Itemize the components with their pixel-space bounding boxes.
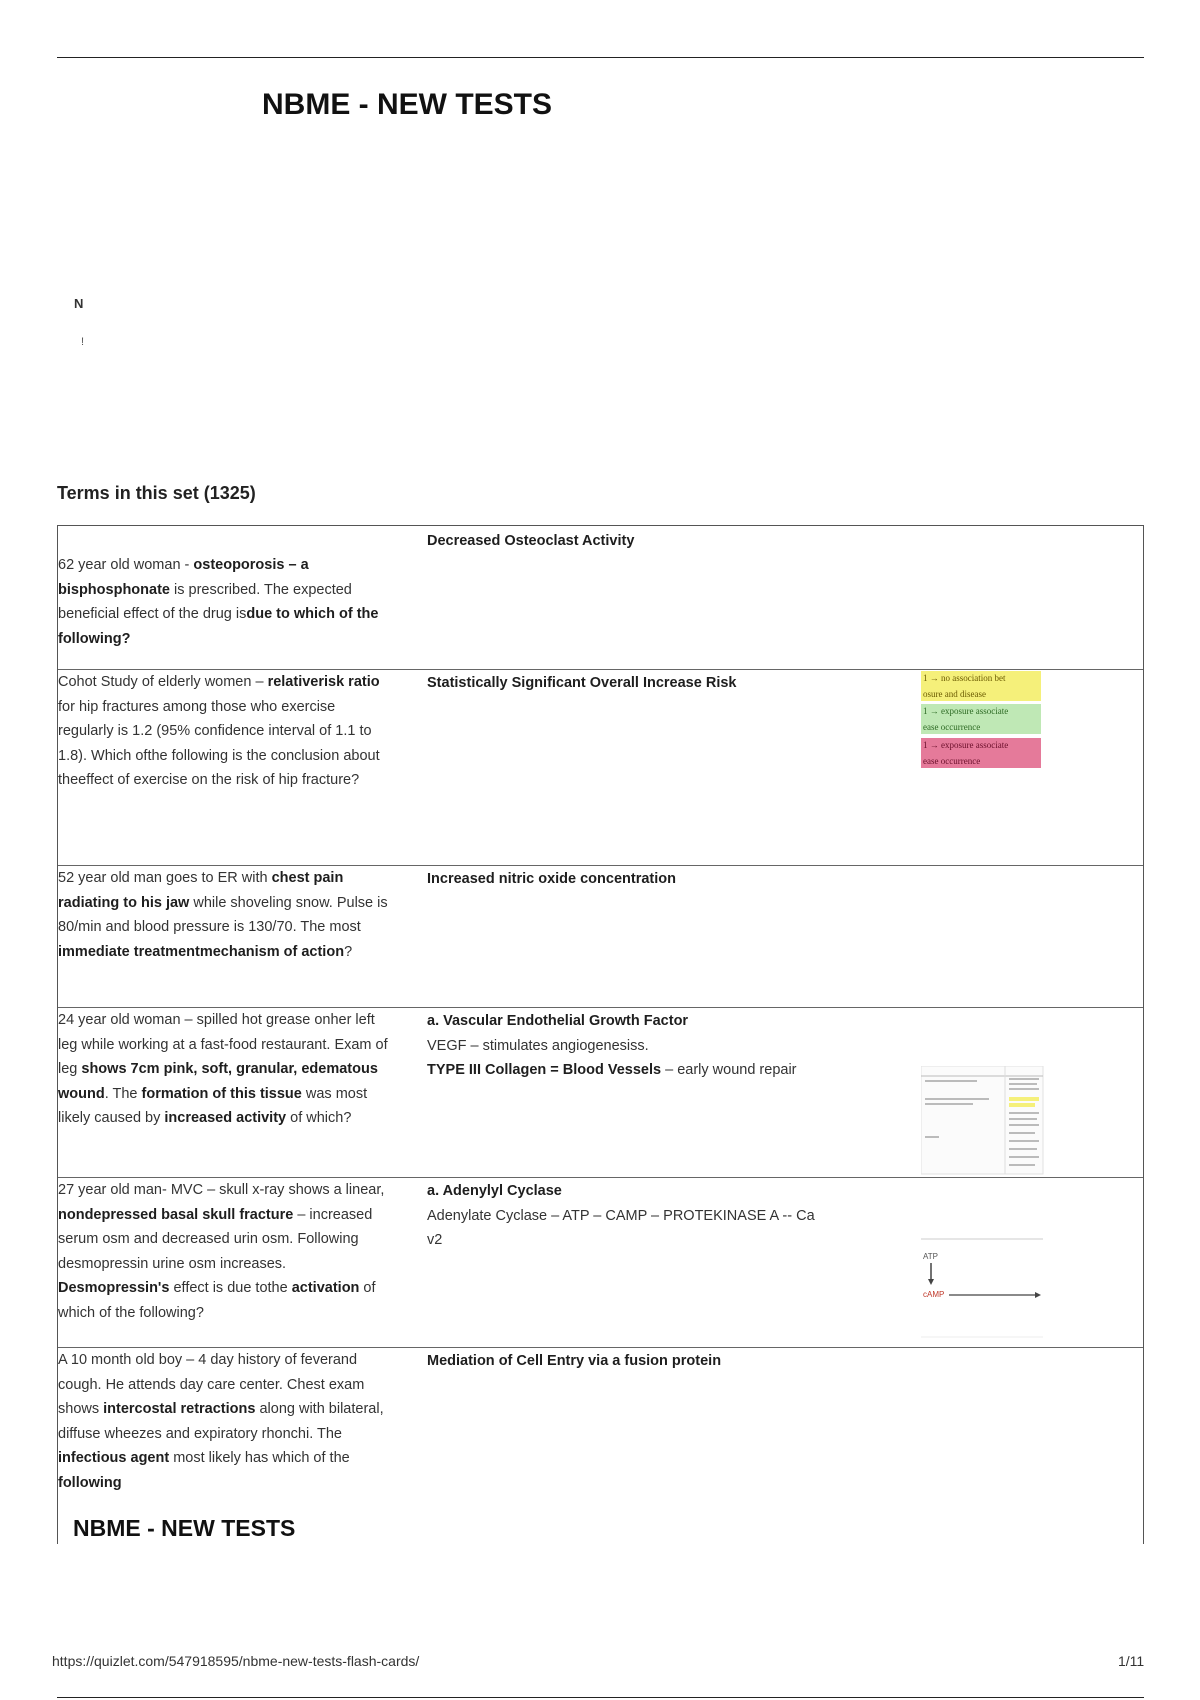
definition-line xyxy=(427,1349,847,1374)
atp-camp-diagram-thumbnail xyxy=(921,1233,1046,1343)
thumb-text: osure and disease xyxy=(923,689,986,699)
text-segment: for hip fractures among those who exercise regularly is 1.2 (95% confidence interval of 1.1 to 1.8). Which ofthe following is the conclusion about theeffect of exercise on the risk of hip fracture? xyxy=(58,698,380,788)
bold-text-segment: infectious agent xyxy=(58,1450,170,1466)
text-segment: was most likely caused by xyxy=(58,1085,368,1126)
top-rule xyxy=(57,57,1144,58)
card-definition xyxy=(427,529,847,554)
card-definition xyxy=(427,671,847,696)
margin-mark-small: ! xyxy=(81,336,85,348)
text-segment: ? xyxy=(344,943,353,960)
relative-risk-notes-thumbnail xyxy=(921,670,1046,770)
bold-text-segment: following xyxy=(58,1474,122,1491)
text-segment: – early wound repair xyxy=(661,1062,797,1078)
bold-text-segment: activation xyxy=(291,1280,360,1296)
thumb-text: ease occurrence xyxy=(923,722,981,732)
bold-text-segment: nondepressed basal skull fracture xyxy=(58,1206,294,1223)
flashcard-table xyxy=(57,525,1144,1544)
bold-text-segment: Statistically Significant Overall Increase Risk xyxy=(427,675,737,691)
repeated-document-title: NBME - NEW TESTS xyxy=(73,1515,296,1541)
definition-line xyxy=(427,1009,847,1034)
card-term xyxy=(58,670,394,793)
bold-text-segment: increased activity xyxy=(164,1110,287,1126)
thumb-label-atp: ATP xyxy=(923,1252,938,1261)
card-definition xyxy=(427,1349,847,1374)
text-segment: Cohot Study of elderly women – xyxy=(58,674,268,690)
thumb-text: 1 → exposure associate xyxy=(923,740,1009,750)
text-segment: along with bilateral, diffuse wheezes and expiratory rhonchi. The xyxy=(58,1401,384,1442)
text-segment: Adenylate Cyclase – ATP – CAMP – PROTEKINASE A -- Ca xyxy=(427,1207,815,1224)
flashcard-row xyxy=(58,866,1143,1008)
definition-line xyxy=(427,671,847,696)
page-number: 1/11 xyxy=(1118,1653,1145,1669)
bold-text-segment: immediate treatmentmechanism of action xyxy=(58,943,345,960)
definition-line xyxy=(427,529,847,554)
text-segment: VEGF – stimulates angiogenesiss. xyxy=(427,1037,649,1054)
bold-text-segment: Decreased Osteoclast Activity xyxy=(427,533,635,549)
flashcard-row xyxy=(58,1178,1143,1348)
definition-line xyxy=(427,1228,847,1253)
flashcard-row xyxy=(58,670,1143,866)
thumb-text: 1 → no association bet xyxy=(923,673,1006,683)
bold-text-segment: formation of this tissue xyxy=(141,1085,302,1102)
text-segment: 62 year old woman - xyxy=(58,557,194,573)
definition-line xyxy=(427,1034,847,1059)
wound-healing-table-thumbnail xyxy=(921,1066,1046,1176)
text-segment: 52 year old man goes to ER with xyxy=(58,870,272,886)
thumb-text: 1 → exposure associate xyxy=(923,706,1009,716)
bold-text-segment: a. Vascular Endothelial Growth Factor xyxy=(427,1013,689,1029)
card-term xyxy=(58,1008,394,1131)
bold-text-segment: osteoporosis – a bisphosphonate xyxy=(58,557,309,598)
definition-line xyxy=(427,1058,847,1083)
card-definition xyxy=(427,1009,847,1083)
bottom-rule xyxy=(57,1697,1144,1698)
text-segment: v2 xyxy=(427,1232,443,1248)
text-segment: of which? xyxy=(286,1110,352,1126)
text-segment: of which of the following? xyxy=(58,1280,376,1321)
flashcard-row xyxy=(58,1008,1143,1178)
text-segment: while shoveling snow. Pulse is 80/min and blood pressure is 130/70. The most xyxy=(58,894,388,935)
card-definition xyxy=(427,867,847,892)
thumb-label-camp: cAMP xyxy=(923,1290,945,1299)
definition-line xyxy=(427,867,847,892)
text-segment: A 10 month old boy – 4 day history of feverand cough. He attends day care center. Chest exam shows xyxy=(58,1352,365,1417)
card-definition xyxy=(427,1179,847,1253)
definition-line xyxy=(427,1179,847,1204)
text-segment: most likely has which of the xyxy=(169,1450,350,1466)
text-segment: is prescribed. The expected beneficial effect of the drug is xyxy=(58,581,352,622)
thumb-text: ease occurrence xyxy=(923,756,981,766)
bold-text-segment: intercostal retractions xyxy=(103,1401,256,1417)
card-term xyxy=(58,553,394,651)
bold-text-segment: Mediation of Cell Entry via a fusion protein xyxy=(427,1353,722,1369)
text-segment: 27 year old man- MVC – skull x-ray shows a linear, xyxy=(58,1182,385,1198)
margin-mark: N xyxy=(74,296,84,311)
terms-heading: Terms in this set (1325) xyxy=(57,483,256,503)
bold-text-segment: relativerisk ratio xyxy=(267,674,380,690)
source-url-link[interactable]: https://quizlet.com/547918595/nbme-new-tests-flash-cards/ xyxy=(52,1653,420,1669)
document-title: NBME - NEW TESTS xyxy=(262,88,552,121)
text-segment: – increased serum osm and decreased urin osm. Following desmopressin urine osm increases. xyxy=(58,1206,373,1272)
card-term xyxy=(58,1348,394,1495)
card-term xyxy=(58,866,394,964)
definition-line xyxy=(427,1204,847,1229)
bold-text-segment: Desmopressin's xyxy=(58,1280,170,1296)
flashcard-row xyxy=(58,526,1143,670)
card-term xyxy=(58,1178,394,1325)
bold-text-segment: shows 7cm pink, soft, granular, edematous wound xyxy=(58,1061,378,1102)
bold-text-segment: chest pain radiating to his jaw xyxy=(58,870,344,911)
bold-text-segment: Increased nitric oxide concentration xyxy=(427,871,676,887)
text-segment: effect is due tothe xyxy=(169,1280,292,1296)
text-segment: . The xyxy=(104,1085,142,1102)
bold-text-segment: TYPE III Collagen = Blood Vessels xyxy=(427,1062,662,1078)
text-segment: 24 year old woman – spilled hot grease onher left leg while working at a fast-food restaurant. Exam of leg xyxy=(58,1012,388,1077)
bold-text-segment: a. Adenylyl Cyclase xyxy=(427,1183,562,1199)
bold-text-segment: due to which of the following? xyxy=(58,606,379,647)
